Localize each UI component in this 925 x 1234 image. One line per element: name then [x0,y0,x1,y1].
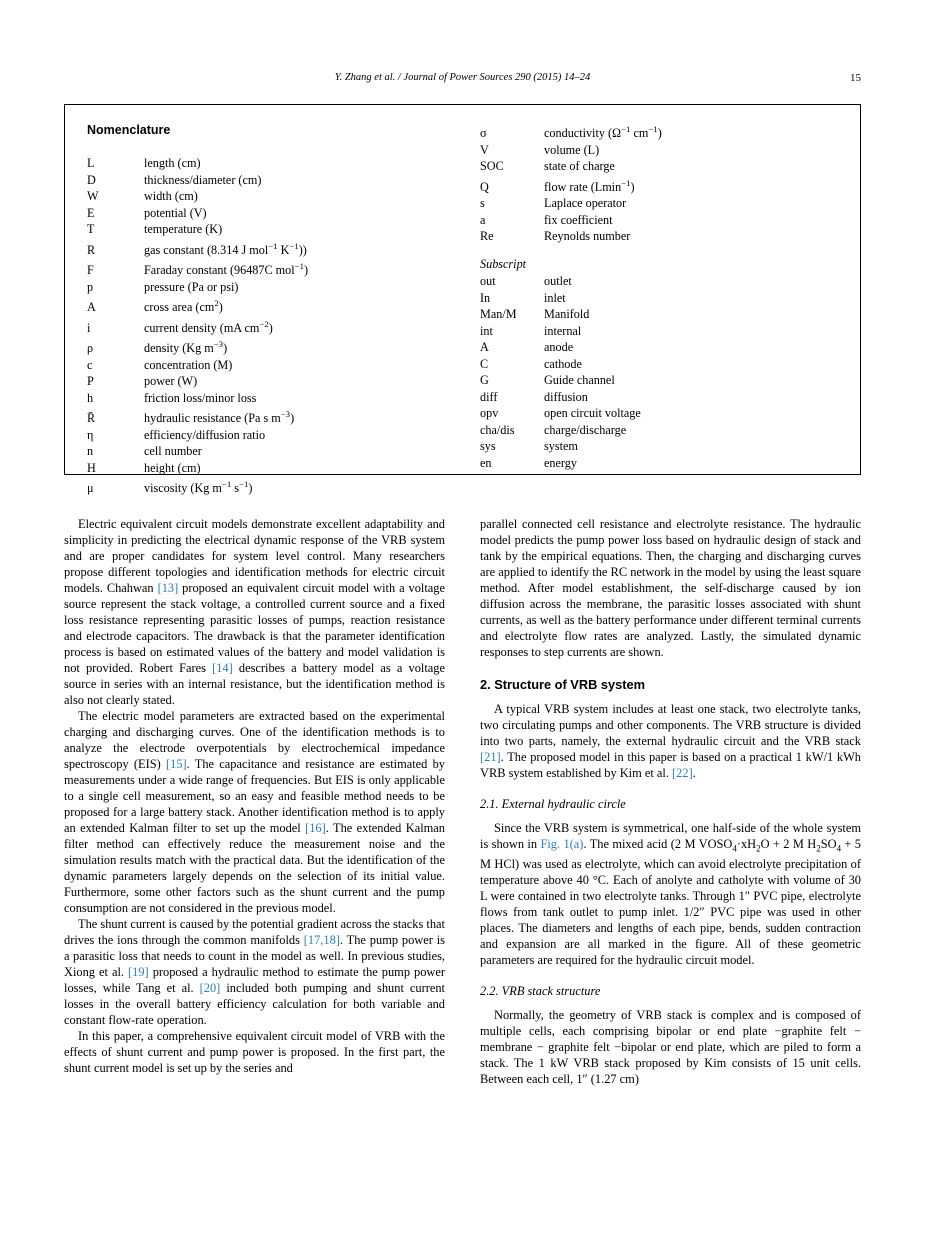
definition: current density (mA $cm^{-2}$) [144,318,273,335]
text: The shunt current is caused by the potential gradient across the stacks that drives the ions through the common manifolds [64,917,445,947]
citation-link-22[interactable]: [22] [672,766,693,780]
nomenclature-title: Nomenclature [87,123,171,137]
text: . [692,766,696,780]
text: . The proposed model in this paper is based on a practical 1 kW/1 kWh VRB system established by Kim et al. [480,750,861,780]
paragraph [64,516,445,708]
nomenclature-entry [480,175,840,196]
subscript-heading: Subscript [480,256,527,271]
running-head-citation: Y. Zhang et al. / Journal of Power Sources 290 (2015) 14–24 [334,72,591,83]
symbol: a [480,212,486,227]
definition: Manifold [544,307,590,322]
definition: power (W) [144,374,198,389]
citation-link-19[interactable]: [19] [128,965,149,979]
symbol: Man/M [480,307,517,322]
text: Since the VRB system is symmetrical, one half-side of the whole system is shown in [480,821,861,851]
definition: outlet [544,274,572,289]
citation-link-16[interactable]: [16] [305,821,326,835]
nomenclature-entry [480,422,840,439]
definition: potential (V) [144,205,207,220]
text: . The capacitance and resistance are estimated by measurements under a wide range of frequencies. But EIS is only applicable to a single cell measurement, so an easy and feasible method needs to be proposed for a large battery stack. Another identification method is to apply an extended Kalman filter to set up the model [64,757,445,835]
definition: temperature (K) [144,222,223,236]
right-column [480,516,861,1087]
definition: Faraday constant (96487C mol$^{-1}$) [144,261,309,278]
nomenclature-entry [480,212,840,229]
nomenclature-entry [480,121,840,142]
definition: system [544,439,578,454]
subsection-heading-2-2: 2.2. VRB stack structure [480,984,601,999]
definition: open circuit voltage [544,406,641,421]
text: . The extended Kalman filter method can effectively reduce the measurement noise and the simulation results match with the practical data. But the identification of the dynamic parameters largely depends on the selection of its initial value. Furthermore, some other factors such as the shunt current and the pump consumption are not considered in the previous model. [64,821,445,915]
page-number: 15 [850,72,861,84]
text: proposed an equivalent circuit model with a voltage source represent the stack voltage, a controlled current source and a fixed loss resistance representing parasitic losses of pumps, reaction resistance and electrode capacitors. The drawback is that the parameter identification process is based on estimated values of the battery and model validation is not provided. Robert Fares [64,581,446,675]
citation-link-15[interactable]: [15] [166,757,187,771]
symbol: out [480,274,496,289]
running-head [64,72,861,83]
symbol: ρ [87,341,94,356]
definition: Reynolds number [544,229,631,244]
nomenclature-entry [87,390,467,407]
definition: hydraulic resistance (Pa s $m^{-3}$) [144,409,295,426]
symbol: diff [480,389,498,404]
paragraph: Normally, the geometry of VRB stack is complex and is composed of multiple cells, each comprising bipolar or end plate −graphite felt − membrane − graphite felt −bipolar or end plate, which are piled to form a stack. The 1 kW VRB stack proposed by Kim consists of 15 unit cells. Between each cell, 1″ (1.27 cm) [480,1008,861,1087]
definition: cell number [144,444,202,459]
definition: viscosity (Kg $m^{-1}$ $s^{-1}$) [144,479,253,496]
nomenclature-entry [480,356,840,373]
symbol: G [480,373,489,388]
text: Electric equivalent circuit models demonstrate excellent adaptability and simplicity in predicting the electrical dynamic response of the VRB system and are proper candidates for system level control. Many researchers propose different topologies and identification methods for electric circuit models. Chahwan [64,517,445,595]
symbol: H [87,460,96,475]
symbol: p [87,279,94,294]
symbol: n [87,444,94,459]
definition: inlet [544,290,566,305]
nomenclature-entry [87,336,467,357]
symbol: cha/dis [480,422,515,437]
paragraph [64,708,445,916]
symbol: i [87,320,91,335]
definition: anode [544,340,574,355]
nomenclature-entry [87,188,467,205]
symbol: int [480,323,493,338]
symbol: F [87,263,94,278]
definition: energy [544,455,577,470]
symbol: P [87,374,94,389]
symbol: V [480,142,489,157]
definition: volume (L) [544,142,600,157]
definition: thickness/diameter (cm) [144,172,262,187]
definition: fix coefficient [544,212,613,227]
symbol: W [87,189,99,203]
definition: flow rate (Lmin$^{-1}$) [544,177,635,194]
nomenclature-entry [480,438,840,455]
nomenclature-entry [480,273,840,290]
symbol: opv [480,406,499,421]
nomenclature-box [64,104,861,496]
nomenclature-entry [87,357,467,374]
symbol: In [480,290,491,305]
definition: efficiency/diffusion ratio [144,427,266,442]
nomenclature-entry [87,443,467,460]
symbol: E [87,205,95,220]
nomenclature-entry [87,205,467,222]
paragraph: parallel connected cell resistance and electrolyte resistance. The hydraulic model predicts the pump power loss based on hydraulic design of stack and tank by the empirical equations. Then, the charging and discharging curves are applied to identify the RC network in the model by using the least square method. After model establishment, the self-discharge caused by ion diffusion across the membrane, the parasitic losses associated with shunt currents, as well as the battery performance under different terminal currents and electrolyte flow rates are analyzed. Lastly, the simulated dynamic responses to step currents are shown. [480,517,861,659]
figure-link-1a[interactable]: Fig. 1(a) [540,837,584,851]
nomenclature-entry [480,306,840,323]
nomenclature-entry [480,195,840,212]
symbol: A [480,340,489,355]
symbol: Re [480,229,494,244]
definition: gas constant (8.314 J mol$^{-1}$ $K^{-1}$)) [144,240,307,257]
symbol: en [480,455,492,470]
nomenclature-entry [480,405,840,422]
text: A typical VRB system includes at least one stack, two electrolyte tanks, two circulating pumps and other components. The VRB structure is divided into two parts, namely, the external hydraulic circuit and the VRB stack [480,702,861,748]
symbol: σ [480,126,487,141]
definition: density (Kg $m^{-3}$) [144,339,228,356]
symbol: C [480,356,489,371]
symbol: T [87,222,95,236]
subsection-heading-2-1: 2.1. External hydraulic circle [480,797,626,811]
nomenclature-entry [87,172,467,189]
symbol: R [87,242,96,257]
nomenclature-entry [480,142,840,159]
paragraph [480,701,861,781]
left-column [64,516,445,1076]
definition: height (cm) [144,460,201,475]
nomenclature-entry [480,455,840,472]
nomenclature-entry [87,316,467,337]
text: describes a battery model as a voltage source in series with an internal resistance, but the identification method is also not clearly stated. [64,661,445,707]
definition: charge/discharge [544,422,627,437]
definition: diffusion [544,389,588,404]
nomenclature-entry [87,279,467,296]
definition: friction loss/minor loss [144,390,257,405]
nomenclature-left-column [87,155,467,497]
citation-link-14[interactable]: [14] [212,661,233,675]
symbol: R̄ [87,411,96,426]
definition: state of charge [544,159,615,174]
nomenclature-entry [87,427,467,444]
nomenclature-right-column [480,121,840,471]
symbol: sys [480,439,496,454]
definition: concentration (M) [144,357,233,372]
paragraph [64,916,445,1028]
nomenclature-entry [480,372,840,389]
nomenclature-entry [480,158,840,175]
paragraph: In this paper, a comprehensive equivalent circuit model of VRB with the effects of shunt current and pump power is proposed. In the first part, the shunt current model is set up by the series and [64,1029,445,1075]
nomenclature-entry [480,323,840,340]
symbol: SOC [480,159,504,174]
definition: internal [544,323,582,338]
citation-link-13[interactable]: [13] [157,581,179,595]
section-heading-2: 2. Structure of VRB system [480,677,645,692]
symbol: h [87,390,94,405]
symbol: D [87,172,96,187]
nomenclature-entry [87,295,467,316]
symbol: η [87,427,94,442]
nomenclature-entry [87,476,467,497]
citation-link-17-18[interactable]: [17,18] [303,933,340,947]
nomenclature-entry [87,155,467,172]
symbol: μ [87,481,94,496]
citation-link-20[interactable]: [20] [199,981,221,995]
symbol: L [87,156,95,170]
text: The electric model parameters are extracted based on the experimental charging and discharging curves. One of the identification methods is to analyze the electrode overpotentials by electrochemical impedance spectroscopy (EIS) [64,709,445,771]
nomenclature-entry [87,460,467,477]
nomenclature-entry [480,290,840,307]
definition: cross area $(cm^2)$ [144,298,223,315]
nomenclature-entry [87,373,467,390]
nomenclature-entry [480,339,840,356]
nomenclature-entry [87,406,467,427]
nomenclature-entry [87,258,467,279]
definition: pressure (Pa or psi) [144,279,239,294]
paragraph: Since the VRB system is symmetrical, one half-side of the whole system is shown in Fig. 1(a). The mixed acid (2 M $VOSO_4\cdot xH_2O + 2$ M $H_2SO_4 + 5$ M HCl) was used as electrolyte, which can avoid electrolyte precipitation of temperature above 40 °C. Each of anolyte and catholyte with volume of 30 L were contained in two electrolyte tanks. Through 1″ PVC pipe, electrolyte flows from tank outlet to pump inlet. 1/2″ PVC pipe was used in other places. The diameters and lengths of each pipe, bends, sudden contraction and expansion are all marked in the figure. All of these geometric parameters are required for the hydraulic circuit model. [480,821,861,968]
symbol: c [87,357,93,372]
nomenclature-entry [480,389,840,406]
definition: cathode [544,356,582,371]
citation-link-21[interactable]: [21] [480,750,501,764]
definition: length (cm) [144,156,201,170]
symbol: Q [480,179,489,194]
symbol: s [480,196,485,211]
definition: Laplace operator [544,196,627,211]
definition: width (cm) [144,189,198,203]
nomenclature-entry [480,228,840,245]
definition: Guide channel [544,373,615,388]
symbol: A [87,300,96,315]
nomenclature-entry [87,238,467,259]
text: . The pump power is a parasitic loss that needs to count in the model as well. In previous studies, Xiong et al. [64,933,445,979]
nomenclature-entry [87,221,467,238]
text: proposed a hydraulic method to estimate the pump power losses, while Tang et al. [64,965,445,995]
definition: conductivity ($\Omega^{-1}$ $cm^{-1}$) [544,124,662,141]
text: included both pumping and shunt current losses in the overall battery efficiency calculation for both variable and constant flow-rate operation. [64,981,445,1027]
